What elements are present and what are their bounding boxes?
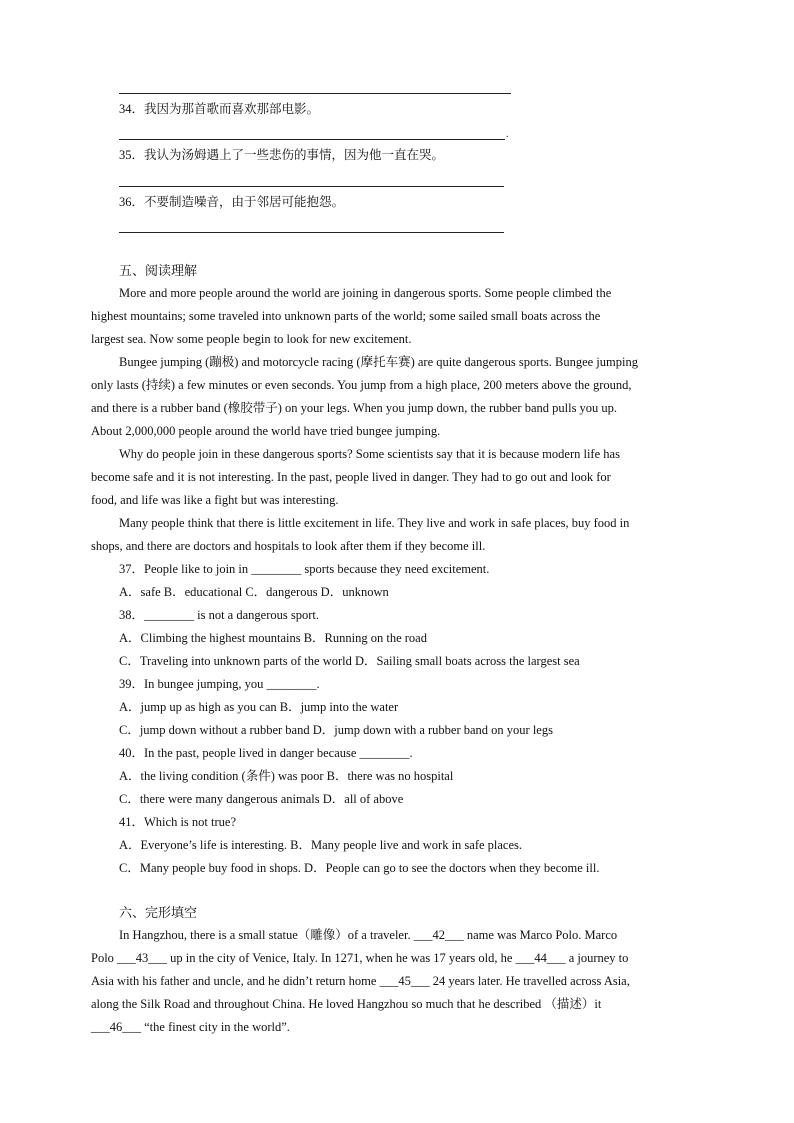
options-39-ab: A．jump up as high as you can B．jump into the water: [119, 700, 399, 714]
question-37: 37．People like to join in ________ sports because they need excitement.: [119, 562, 490, 576]
passage-line: Many people think that there is little excitement in life. They live and work in safe places, buy food in: [119, 516, 630, 530]
reading-heading: 五、阅读理解: [119, 263, 198, 278]
question-36: 36．不要制造噪音，由于邻居可能抱怨。: [119, 195, 345, 209]
cloze-line: In Hangzhou, there is a small statue（雕像）of a traveler. ___42___ name was Marco Polo. Marco: [119, 928, 618, 942]
options-41-ab: A．Everyone’s life is interesting. B．Many people live and work in safe places.: [119, 838, 523, 852]
answer-line[interactable]: [119, 232, 504, 233]
options-40-cd: C．there were many dangerous animals D．all of above: [119, 792, 404, 806]
answer-line[interactable]: [119, 93, 511, 94]
question-34: 34．我因为那首歌而喜欢那部电影。: [119, 102, 320, 116]
options-37: A．safe B．educational C．dangerous D．unknown: [119, 585, 389, 599]
answer-line[interactable]: [119, 139, 505, 140]
cloze-line: Asia with his father and uncle, and he didn’t return home ___45___ 24 years later. He travelled across Asia,: [91, 974, 630, 988]
passage-line: food, and life was like a fight but was interesting.: [91, 493, 339, 507]
passage-line: Why do people join in these dangerous sports? Some scientists say that it is because modern life has: [119, 447, 620, 461]
trailing-dot: .: [506, 129, 509, 140]
cloze-line: ___46___ “the finest city in the world”.: [91, 1020, 290, 1034]
passage-line: only lasts (持续) a few minutes or even seconds. You jump from a high place, 200 meters above the ground,: [91, 378, 632, 392]
passage-line: shops, and there are doctors and hospitals to look after them if they become ill.: [91, 539, 486, 553]
question-40: 40．In the past, people lived in danger because ________.: [119, 746, 413, 760]
options-38-cd: C．Traveling into unknown parts of the world D．Sailing small boats across the largest sea: [119, 654, 580, 668]
passage-line: Bungee jumping (蹦极) and motorcycle racing (摩托车赛) are quite dangerous sports. Bungee jumping: [119, 355, 638, 369]
question-38: 38．________ is not a dangerous sport.: [119, 608, 319, 622]
options-39-cd: C．jump down without a rubber band D．jump down with a rubber band on your legs: [119, 723, 553, 737]
question-39: 39．In bungee jumping, you ________.: [119, 677, 320, 691]
passage-line: become safe and it is not interesting. In the past, people lived in danger. They had to go out and look for: [91, 470, 611, 484]
cloze-line: along the Silk Road and throughout China. He loved Hangzhou so much that he described （描述）it: [91, 997, 602, 1011]
options-40-ab: A．the living condition (条件) was poor B．there was no hospital: [119, 769, 454, 783]
cloze-heading: 六、完形填空: [119, 905, 198, 920]
options-41-cd: C．Many people buy food in shops. D．People can go to see the doctors when they become ill.: [119, 861, 600, 875]
cloze-line: Polo ___43___ up in the city of Venice, Italy. In 1271, when he was 17 years old, he ___44___ a journey to: [91, 951, 629, 965]
options-38-ab: A．Climbing the highest mountains B．Running on the road: [119, 631, 427, 645]
question-35: 35．我认为汤姆遇上了一些悲伤的事情，因为他一直在哭。: [119, 148, 445, 162]
answer-line[interactable]: [119, 186, 504, 187]
passage-line: More and more people around the world are joining in dangerous sports. Some people climbed the: [119, 286, 612, 300]
passage-line: largest sea. Now some people begin to look for new excitement.: [91, 332, 412, 346]
passage-line: About 2,000,000 people around the world have tried bungee jumping.: [91, 424, 441, 438]
passage-line: highest mountains; some traveled into unknown parts of the world; some sailed small boats across the: [91, 309, 601, 323]
question-41: 41．Which is not true?: [119, 815, 236, 829]
passage-line: and there is a rubber band (橡胶带子) on your legs. When you jump down, the rubber band pulls you up.: [91, 401, 618, 415]
